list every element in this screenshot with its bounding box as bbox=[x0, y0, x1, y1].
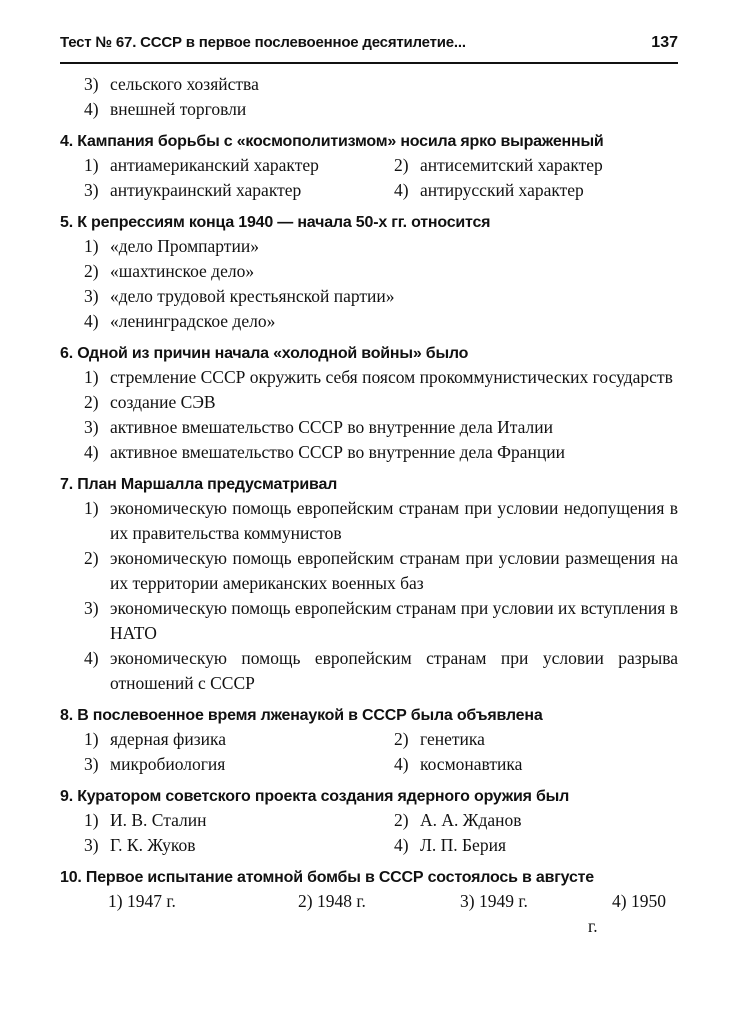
option: 3) Г. К. Жуков bbox=[84, 835, 196, 855]
option: 2) генетика bbox=[394, 729, 485, 749]
question-9-options bbox=[60, 808, 678, 858]
option: 3) сельского хозяйства bbox=[84, 74, 259, 94]
option: 2) экономическую помощь европейским странам при условии размещения на их территории американских военных баз bbox=[84, 548, 678, 593]
option: 4) «ленинградское дело» bbox=[84, 311, 276, 331]
option: 2) «шахтинское дело» bbox=[84, 261, 255, 281]
option: 1) экономическую помощь европейским странам при условии недопущения в их правительства коммунистов bbox=[84, 498, 678, 543]
option: 2) 1948 г. bbox=[298, 891, 366, 911]
question-7: 7. План Маршалла предусматривал bbox=[60, 476, 338, 493]
option: 1) ядерная физика bbox=[84, 729, 227, 749]
option: 1) И. В. Сталин bbox=[84, 810, 207, 830]
page-number: 137 bbox=[651, 34, 678, 51]
option: 4) космонавтика bbox=[394, 754, 523, 774]
question-10-options bbox=[60, 889, 678, 939]
running-header bbox=[60, 32, 678, 64]
option: 4) 1950 г. bbox=[588, 891, 666, 936]
question-8: 8. В послевоенное время лженаукой в СССР была объявлена bbox=[60, 707, 543, 724]
question-9: 9. Куратором советского проекта создания ядерного оружия был bbox=[60, 788, 570, 805]
question-6-options bbox=[60, 365, 678, 465]
option: 1) 1947 г. bbox=[108, 891, 176, 911]
option: 4) внешней торговли bbox=[84, 99, 247, 119]
option: 3) 1949 г. bbox=[460, 891, 528, 911]
question-5-options bbox=[60, 234, 678, 334]
question-5: 5. К репрессиям конца 1940 — начала 50-х гг. относится bbox=[60, 214, 491, 231]
test-content bbox=[60, 72, 678, 939]
question-4-options bbox=[60, 153, 678, 203]
option: 3) активное вмешательство СССР во внутренние дела Италии bbox=[84, 417, 554, 437]
option: 4) антирусский характер bbox=[394, 180, 584, 200]
question-6: 6. Одной из причин начала «холодной войны» было bbox=[60, 345, 469, 362]
option: 1) антиамериканский характер bbox=[84, 155, 319, 175]
question-8-options bbox=[60, 727, 678, 777]
question-7-options bbox=[60, 496, 678, 696]
question-4: 4. Кампания борьбы с «космополитизмом» носила ярко выраженный bbox=[60, 133, 604, 150]
question-10: 10. Первое испытание атомной бомбы в СССР состоялось в августе bbox=[60, 869, 594, 886]
option: 1) «дело Промпартии» bbox=[84, 236, 259, 256]
option: 2) А. А. Жданов bbox=[394, 810, 522, 830]
question-3-options-tail bbox=[60, 72, 678, 122]
option: 4) Л. П. Берия bbox=[394, 835, 506, 855]
option: 3) микробиология bbox=[84, 754, 226, 774]
option: 2) антисемитский характер bbox=[394, 155, 603, 175]
option: 3) «дело трудовой крестьянской партии» bbox=[84, 286, 395, 306]
option: 4) активное вмешательство СССР во внутренние дела Франции bbox=[84, 442, 565, 462]
option: 3) экономическую помощь европейским странам при условии их вступления в НАТО bbox=[84, 598, 678, 643]
option: 4) экономическую помощь европейским странам при условии разрыва отношений с СССР bbox=[84, 648, 678, 693]
option: 3) антиукраинский характер bbox=[84, 180, 302, 200]
header-title: Тест № 67. СССР в первое послевоенное десятилетие... bbox=[60, 34, 466, 51]
option: 1) стремление СССР окружить себя поясом прокоммунистических государств bbox=[84, 367, 673, 387]
option: 2) создание СЭВ bbox=[84, 392, 216, 412]
